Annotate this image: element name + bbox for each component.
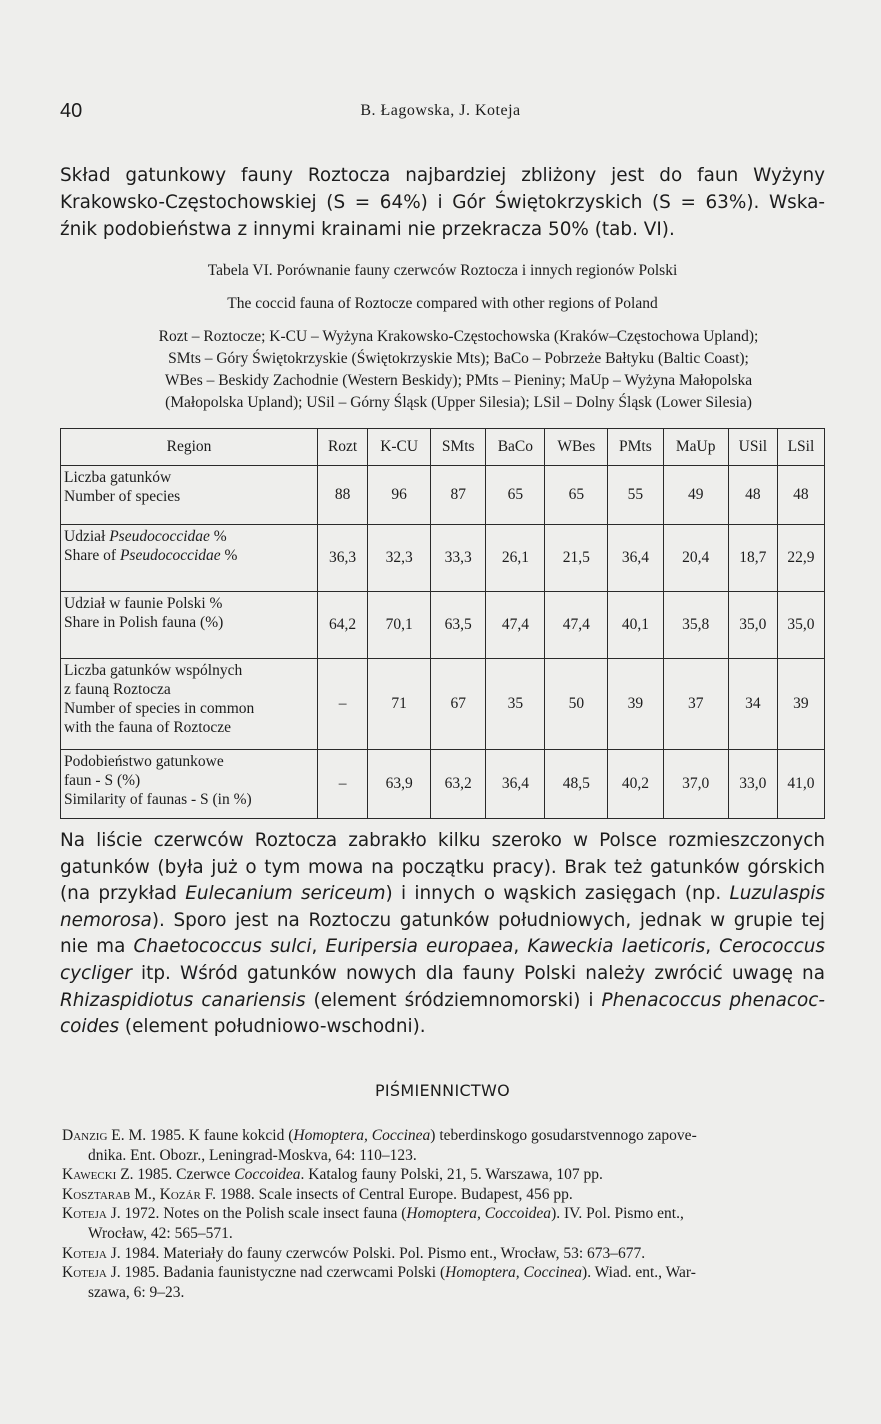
reference-entry bbox=[62, 1204, 825, 1243]
column-header: USil bbox=[728, 429, 777, 466]
row-label: Liczba gatunków Number of species bbox=[61, 466, 318, 525]
reference-entry bbox=[62, 1165, 825, 1185]
table-cell: 67 bbox=[431, 659, 486, 750]
table-cell: 35,8 bbox=[663, 592, 728, 659]
reference-line: Kawecki Z. 1985. Czerwce Coccoidea. Katalog fauny Polski, 21, 5. Warszawa, 107 pp. bbox=[62, 1166, 603, 1184]
body-line: cycliger itp. Wśród gatunków nowych dla fauny Polski należy zwrócić uwagę na bbox=[60, 962, 825, 984]
table-cell: 40,1 bbox=[608, 592, 663, 659]
reference-line: Kosztarab M., Kozár F. 1988. Scale insects of Central Europe. Budapest, 456 pp. bbox=[62, 1185, 573, 1203]
body-line: coides (element południowo-wschodni). bbox=[60, 1016, 426, 1038]
column-header: BaCo bbox=[486, 429, 545, 466]
intro-line: Krakowsko-Częstochowskiej (S = 64%) i Gór Świętokrzyskich (S = 63%). Wska- bbox=[60, 192, 825, 213]
table-cell: 39 bbox=[608, 659, 663, 750]
table-cell: 88 bbox=[318, 466, 368, 525]
table-cell: 33,0 bbox=[728, 750, 777, 819]
reference-entry bbox=[62, 1263, 825, 1302]
page-header bbox=[60, 100, 821, 126]
table-cell: 35,0 bbox=[777, 592, 824, 659]
italic-text: cycliger bbox=[60, 962, 132, 984]
table-cell: 65 bbox=[545, 466, 608, 525]
author-name: Danzig bbox=[62, 1127, 108, 1144]
table-cell: 33,3 bbox=[431, 525, 486, 592]
column-header: PMts bbox=[608, 429, 663, 466]
italic-text: coides bbox=[60, 1016, 120, 1038]
table-cell: 65 bbox=[486, 466, 545, 525]
abbrev-line: (Małopolska Upland); USil – Górny Śląsk (Upper Silesia); LSil – Dolny Śląsk (Lower Silesia) bbox=[165, 394, 752, 411]
italic-text: Phenacoccus phenacoc- bbox=[601, 989, 825, 1011]
author-name: Kozár bbox=[159, 1185, 201, 1203]
body-line: Na liście czerwców Roztocza zabrakło kilku szeroko w Polsce rozmieszczonych bbox=[60, 830, 825, 851]
table-caption-pl: Tabela VI. Porównanie fauny czerwców Roztocza i innych regionów Polski bbox=[207, 262, 678, 279]
table-cell: 39 bbox=[777, 659, 824, 750]
abbrev-line: SMts – Góry Świętokrzyskie (Świętokrzyskie Mts); BaCo – Pobrzeże Bałtyku (Baltic Coast); bbox=[168, 350, 749, 367]
column-header: LSil bbox=[777, 429, 824, 466]
references-list bbox=[62, 1126, 825, 1302]
row-label: Podobieństwo gatunkowe faun - S (%) Similarity of faunas - S (in %) bbox=[61, 750, 318, 819]
table-caption-en: The coccid fauna of Roztocze compared with other regions of Poland bbox=[227, 295, 658, 312]
column-header: Region bbox=[61, 429, 318, 466]
reference-line: Danzig E. M. 1985. K faune kokcid (Homoptera, Coccinea) teberdinskogo gosudarstvennogo zapove- bbox=[62, 1127, 697, 1144]
table-cell: 18,7 bbox=[728, 525, 777, 592]
reference-entry bbox=[62, 1244, 825, 1264]
table-cell: 55 bbox=[608, 466, 663, 525]
italic-text: Rhizaspidiotus canariensis bbox=[60, 989, 306, 1011]
table-cell: 48 bbox=[777, 466, 824, 525]
italic-text: Luzulaspis bbox=[729, 883, 826, 905]
author-name: Kawecki bbox=[62, 1166, 117, 1184]
table-cell: 36,3 bbox=[318, 525, 368, 592]
body-line: nemorosa). Sporo jest na Roztoczu gatunków południowych, jednak w grupie tej bbox=[60, 909, 825, 931]
reference-line: Wrocław, 42: 565–571. bbox=[88, 1224, 233, 1242]
italic-text: Chaetococcus sulci bbox=[133, 936, 312, 958]
table-cell: 21,5 bbox=[545, 525, 608, 592]
table-cell: – bbox=[318, 750, 368, 819]
italic-text: Cerococcus bbox=[719, 936, 825, 958]
body-line: nie ma Chaetococcus sulci, Euripersia europaea, Kaweckia laeticoris, Cerococcus bbox=[60, 936, 825, 958]
body-line: Rhizaspidiotus canariensis (element śródziemnomorski) i Phenacoccus phenacoc- bbox=[60, 989, 825, 1011]
italic-text: Pseudococcidae bbox=[119, 547, 221, 564]
row-label: Liczba gatunków wspólnych z fauną Roztocza Number of species in common with the fauna of Roztocze bbox=[61, 659, 318, 750]
table-cell: 63,9 bbox=[368, 750, 431, 819]
abbrev-line: WBes – Beskidy Zachodnie (Western Beskidy); PMts – Pieniny; MaUp – Wyżyna Małopolska bbox=[164, 372, 753, 389]
table-cell: 40,2 bbox=[608, 750, 663, 819]
italic-text: Homoptera, Coccoidea bbox=[406, 1205, 552, 1223]
table-cell: 63,2 bbox=[431, 750, 486, 819]
column-header: MaUp bbox=[663, 429, 728, 466]
italic-text: Pseudococcidae bbox=[109, 528, 210, 545]
table-cell: 96 bbox=[368, 466, 431, 525]
body-paragraph bbox=[60, 828, 825, 1041]
table-abbreviations bbox=[92, 326, 825, 414]
body-line: gatunków (była już o tym mowa na początku pracy). Brak też gatunków górskich bbox=[60, 856, 825, 878]
intro-paragraph bbox=[60, 162, 825, 243]
table-cell: 48,5 bbox=[545, 750, 608, 819]
table-cell: 47,4 bbox=[545, 592, 608, 659]
reference-line: Koteja J. 1984. Materiały do fauny czerwców Polski. Pol. Pismo ent., Wrocław, 53: 673–677. bbox=[62, 1244, 646, 1262]
page-number: 40 bbox=[60, 100, 83, 122]
italic-text: Eulecanium sericeum bbox=[185, 883, 386, 905]
comparison-table bbox=[60, 428, 825, 819]
reference-line: Koteja J. 1985. Badania faunistyczne nad czerwcami Polski (Homoptera, Coccinea). Wiad. ent., War- bbox=[62, 1264, 696, 1282]
table-row bbox=[61, 466, 825, 525]
table-cell: 35,0 bbox=[728, 592, 777, 659]
row-label: Udział w faunie Polski % Share in Polish fauna (%) bbox=[61, 592, 318, 659]
table-cell: 71 bbox=[368, 659, 431, 750]
table-cell: 70,1 bbox=[368, 592, 431, 659]
table-cell: 35 bbox=[486, 659, 545, 750]
table-cell: – bbox=[318, 659, 368, 750]
running-title: B. Łagowska, J. Koteja bbox=[360, 102, 521, 119]
author-name: Koteja bbox=[62, 1244, 107, 1262]
italic-text: Euripersia europaea bbox=[325, 936, 514, 958]
table-header-row bbox=[61, 429, 825, 466]
table-cell: 49 bbox=[663, 466, 728, 525]
table-cell: 36,4 bbox=[608, 525, 663, 592]
table-cell: 22,9 bbox=[777, 525, 824, 592]
table-cell: 87 bbox=[431, 466, 486, 525]
column-header: SMts bbox=[431, 429, 486, 466]
italic-text: nemorosa bbox=[60, 909, 152, 931]
references-heading: PIŚMIENNICTWO bbox=[374, 1081, 511, 1100]
author-name: Koteja bbox=[62, 1264, 107, 1282]
reference-entry bbox=[62, 1126, 825, 1165]
body-line: (na przykład Eulecanium sericeum) i innych o wąskich zasięgach (np. Luzulaspis bbox=[60, 883, 826, 905]
table-cell: 47,4 bbox=[486, 592, 545, 659]
italic-text: Kaweckia laeticoris bbox=[527, 936, 706, 958]
reference-line: szawa, 6: 9–23. bbox=[88, 1283, 185, 1301]
abbrev-line: Rozt – Roztocze; K-CU – Wyżyna Krakowsko-Częstochowska (Kraków–Częstochowa Upland); bbox=[158, 328, 759, 345]
table-cell: 64,2 bbox=[318, 592, 368, 659]
table-cell: 26,1 bbox=[486, 525, 545, 592]
table-row bbox=[61, 525, 825, 592]
table-cell: 41,0 bbox=[777, 750, 824, 819]
column-header: WBes bbox=[545, 429, 608, 466]
italic-text: Coccoidea bbox=[234, 1166, 301, 1184]
column-header: K-CU bbox=[368, 429, 431, 466]
intro-line: źnik podobieństwa z innymi krainami nie przekracza 50% (tab. VI). bbox=[60, 219, 675, 240]
reference-line: dnika. Ent. Obozr., Leningrad-Moskva, 64: 110–123. bbox=[88, 1146, 417, 1164]
italic-text: Homoptera, Coccinea bbox=[445, 1264, 583, 1282]
italic-text: Homoptera, Coccinea bbox=[293, 1127, 431, 1144]
table-row bbox=[61, 750, 825, 819]
reference-entry bbox=[62, 1185, 825, 1205]
table-cell: 37 bbox=[663, 659, 728, 750]
table-cell: 50 bbox=[545, 659, 608, 750]
intro-line: Skład gatunkowy fauny Roztocza najbardziej zbliżony jest do faun Wyżyny bbox=[60, 165, 825, 186]
table-cell: 36,4 bbox=[486, 750, 545, 819]
table-cell: 48 bbox=[728, 466, 777, 525]
author-name: Kosztarab bbox=[62, 1185, 131, 1203]
author-name: Koteja bbox=[62, 1205, 107, 1223]
row-label: Udział Pseudococcidae % Share of Pseudococcidae % bbox=[61, 525, 318, 592]
table-cell: 37,0 bbox=[663, 750, 728, 819]
table-row bbox=[61, 659, 825, 750]
table-cell: 34 bbox=[728, 659, 777, 750]
table-cell: 63,5 bbox=[431, 592, 486, 659]
table-cell: 32,3 bbox=[368, 525, 431, 592]
column-header: Rozt bbox=[318, 429, 368, 466]
reference-line: Koteja J. 1972. Notes on the Polish scale insect fauna (Homoptera, Coccoidea). IV. Pol. Pismo ent., bbox=[62, 1205, 684, 1223]
table-cell: 20,4 bbox=[663, 525, 728, 592]
table-row bbox=[61, 592, 825, 659]
